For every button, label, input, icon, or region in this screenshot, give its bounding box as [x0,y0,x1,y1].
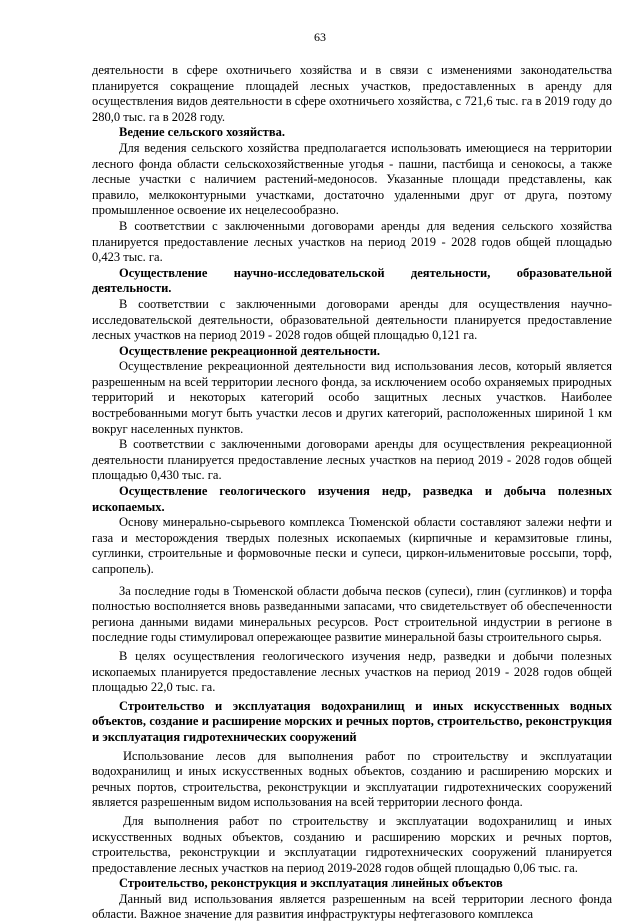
document-body [92,63,612,923]
paragraph: За последние годы в Тюменской области добыча песков (супеси), глин (суглинков) и торфа полностью восполняется вновь разведанными запасами, что свидетельствует об обеспеченности региона данными видами минеральных ресурсов. Рост строительной индустрии в регионе в последние годы стимулировал опережающее развитие минеральной базы строительного сырья. [92,583,612,645]
section-heading-linear-objects: Строительство, реконструкция и эксплуатация линейных объектов [119,876,503,891]
section-heading-geology: Осуществление геологического изучения недр, разведка и добыча полезных ископаемых. [92,484,612,514]
paragraph: Данный вид использования является разрешенным на всей территории лесного фонда области. Важное значение для развития инфраструктуры нефтегазового комплекса [92,891,612,922]
paragraph: В соответствии с заключенными договорами аренды для осуществления рекреационной деятельности планируется предоставление лесных участков на период 2019 - 2028 годов общей площадью 0,430 тыс. га. [92,437,612,483]
paragraph: В соответствии с заключенными договорами аренды для ведения сельского хозяйства планируется предоставление лесных участков на период 2019 - 2028 годов общей площадью 0,423 тыс. га. [92,218,612,265]
paragraph: В соответствии с заключенными договорами аренды для осуществления научно-исследовательской деятельности, образовательной деятельности планируется предоставление лесных участков на период 2019 - 2028 годов общей площадью 0,121 га. [92,296,612,343]
section-heading-water-objects: Строительство и эксплуатация водохранилищ и иных искусственных водных объектов, создание и расширение морских и речных портов, строительство, реконструкция и эксплуатация гидротехнических сооружений [92,698,612,744]
section-heading-recreation: Осуществление рекреационной деятельности. [119,343,381,358]
paragraph: Основу минерально-сырьевого комплекса Тюменской области составляют залежи нефти и газа и месторождения твердых полезных ископаемых (кирпичные и керамзитовые глины, суглинки, строительные и формовочные пески и супеси, циркон-ильменитовые россыпи, торф, сапропель). [92,515,612,576]
page-number: 63 [314,30,326,44]
paragraph: Для выполнения работ по строительству и эксплуатации водохранилищ и иных искусственных водных объектов, созданию и расширению морских и речных портов, строительства, реконструкции и эксплуатации гидротехнических сооружений планируется предоставление лесных участков на период 2019-2028 годов общей площадью 0,06 тыс. га. [92,813,612,875]
paragraph: деятельности в сфере охотничьего хозяйства и в связи с изменениями законодательства планируется сокращение площадей лесных участков, предоставленных в аренду для осуществления видов деятельности в сфере охотничьего хозяйства, с 721,6 тыс. га в 2019 году до 280,0 тыс. га в 2028 году. [92,63,612,124]
paragraph: Для ведения сельского хозяйства предполагается использовать имеющиеся на территории лесного фонда области сельскохозяйственные угодья - пашни, пастбища и сенокосы, а также лесные участки с наличием растений-медоносов. Указанные площади представлены, как правило, мелкоконтурными участками, достаточно удаленными друг от друга, поэтому промышленное освоение их нецелесообразно. [92,140,612,218]
paragraph: Использование лесов для выполнения работ по строительству и эксплуатации водохранилищ и иных искусственных водных объектов, созданию и расширению морских и речных портов, строительства, реконструкции и эксплуатации гидротехнических сооружений является разрешенным видом использования на всей территории лесного фонда. [92,748,612,810]
section-heading-agriculture: Ведение сельского хозяйства. [119,125,285,140]
paragraph: В целях осуществления геологического изучения недр, разведки и добычи полезных ископаемых планируется предоставление лесных участков на период 2019 - 2028 годов общей площадью 22,0 тыс. га. [92,648,612,695]
paragraph: Осуществление рекреационной деятельности вид использования лесов, который является разрешенным на всей территории лесного фонда, за исключением особо охраняемых природных территорий и некоторых категорий особо защитных лесных участков. Наиболее востребованными могут быть участки лесов и других категорий, расположенных шириной 1 км вокруг населенных пунктов. [92,359,612,436]
section-heading-research: Осуществление научно-исследовательской деятельности, образовательной деятельности. [92,265,612,296]
